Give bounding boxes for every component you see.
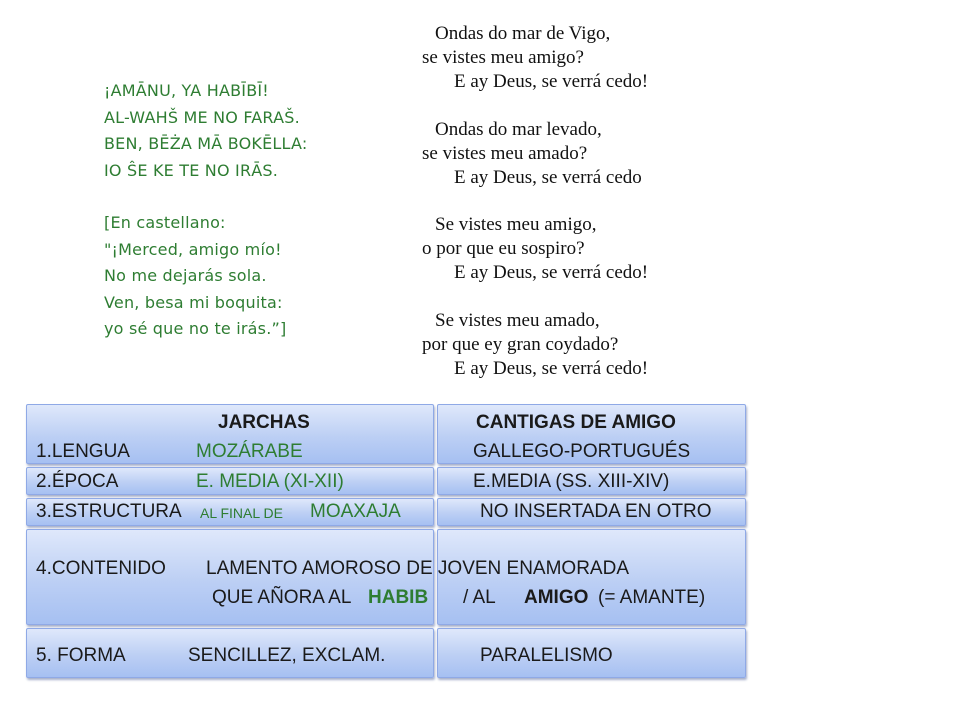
poem-line: por que ey gran coydado?	[422, 333, 619, 355]
row-label-contenido: 4.CONTENIDO	[36, 558, 166, 579]
jarchas-forma-value: SENCILLEZ, EXCLAM.	[188, 645, 386, 666]
poem-line: se vistes meu amado?	[422, 142, 588, 164]
cantigas-estructura-value: NO INSERTADA EN OTRO	[480, 501, 712, 522]
contenido-amigo: AMIGO	[524, 587, 589, 608]
cantigas-lengua-value: GALLEGO-PORTUGUÉS	[473, 441, 691, 462]
contenido-line-1: LAMENTO AMOROSO DE JOVEN ENAMORADA	[206, 558, 630, 579]
poem-line: o por que eu sospiro?	[422, 238, 585, 259]
contenido-line-2c: / AL	[463, 587, 496, 608]
jarcha-text-block	[104, 78, 424, 343]
poem-line: E ay Deus, se verrá cedo!	[454, 357, 649, 379]
jarcha-line: BEN, BĒŻA MĀ BOKĒLLA:	[104, 134, 308, 153]
contenido-habib: HABIB	[368, 587, 429, 608]
cantiga-poem	[418, 22, 668, 404]
jarcha-line: AL-WAHŠ ME NO FARAŠ.	[104, 107, 300, 127]
row-label-lengua: 1.LENGUA	[36, 441, 130, 462]
poem-line: Ondas do mar levado,	[435, 118, 602, 140]
header-cantigas: CANTIGAS DE AMIGO	[476, 412, 676, 433]
poem-line: Ondas do mar de Vigo,	[435, 23, 611, 44]
jarchas-lengua-value: MOZÁRABE	[196, 441, 303, 462]
poem-line: Se vistes meu amigo,	[435, 214, 597, 235]
cantigas-forma-value: PARALELISMO	[480, 645, 613, 666]
translation-line: [En castellano:	[104, 213, 226, 232]
row-label-epoca: 2.ÉPOCA	[36, 471, 119, 492]
poem-line: E ay Deus, se verrá cedo!	[454, 262, 649, 283]
header-jarchas: JARCHAS	[218, 412, 310, 433]
translation-line: "¡Merced, amigo mío!	[104, 239, 282, 259]
poem-line: E ay Deus, se verrá cedo!	[454, 71, 649, 92]
poem-line: E ay Deus, se verrá cedo	[454, 166, 642, 188]
contenido-line-2e: (= AMANTE)	[598, 587, 706, 608]
contenido-line-2a: QUE AÑORA AL	[212, 587, 352, 608]
jarchas-estructura-prefix: AL FINAL DE	[200, 505, 283, 521]
translation-line: yo sé que no te irás.”]	[104, 319, 287, 338]
translation-line: No me dejarás sola.	[104, 266, 267, 285]
poem-stanza	[418, 22, 668, 94]
poem-stanza	[418, 213, 668, 285]
comparison-table	[26, 404, 746, 678]
jarcha-line: IO ŜE KE TE NO IRĀS.	[104, 160, 279, 180]
jarchas-estructura-value: MOAXAJA	[310, 501, 401, 522]
row-label-estructura: 3.ESTRUCTURA	[36, 501, 182, 522]
jarchas-epoca-value: E. MEDIA (XI-XII)	[196, 471, 344, 492]
jarcha-line: ¡AMĀNU, YA HABĪBĪ!	[104, 81, 269, 100]
poem-line: Se vistes meu amado,	[435, 309, 600, 331]
poem-line: se vistes meu amigo?	[422, 47, 584, 68]
poem-stanza	[418, 118, 668, 190]
cantigas-epoca-value: E.MEDIA (SS. XIII-XIV)	[473, 471, 670, 492]
row-label-forma: 5. FORMA	[36, 645, 126, 666]
poem-stanza	[418, 309, 668, 381]
translation-line: Ven, besa mi boquita:	[104, 292, 283, 312]
